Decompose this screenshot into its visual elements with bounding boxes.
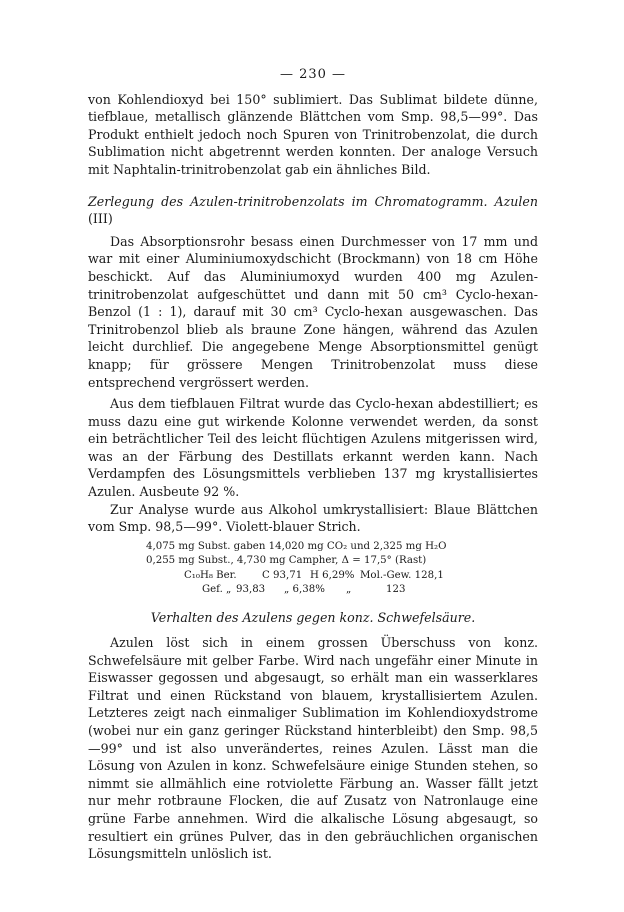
found-carbon: 93,83 bbox=[236, 584, 266, 596]
paragraph-sublimation: von Kohlendioxyd bei 150° sublimiert. Das Sublimat bildete dünne, tiefblaue, metallisch glänzende Blättchen vom Smp. 98,5—99°. Das Produkt enthielt jedoch noch Spuren von Trinitrobenzolat, die durch Sublimation nicht abgetrennt werden konnten. Der analoge Versuch mit Naphtalin-trinitrobenzolat gab ein ähnliches Bild. bbox=[88, 91, 538, 177]
page-number: — 230 — bbox=[279, 67, 347, 82]
paragraph-sulfuric-acid: Azulen löst sich in einem grossen Überschuss von konz. Schwefelsäure mit gelber Farbe. Wird nach ungefähr einer Minute in Eiswasser gegossen und abgesaugt, so erhält man ein wasserklares Filtrat und einen Rückstand von blauem, krystallisiertem Azulen. Letzteres zeigt nach einmaliger Sublimation im Kohlendioxydstrome (wobei nur ein ganz geringer Rückstand hinterbleibt) den Smp. 98,5—99° und ist also unverändertes, reines Azulen. Lässt man die Lösung von Azulen in konz. Schwefelsäure einige Stunden stehen, so nimmt sie allmählich eine rotviolette Färbung an. Wasser fällt jetzt nur mehr rotbraune Flocken, die auf Zusatz von Natronlauge eine grüne Farbe annehmen. Wird die alkalische Lösung abgesaugt, so resultiert ein grünes Pulver, das in den gebräuchlichen organischen Lösungsmitteln unlöslich ist. bbox=[88, 635, 538, 862]
calc-molweight: Mol.-Gew. 128,1 bbox=[360, 569, 444, 581]
analysis-calculated-row bbox=[184, 569, 538, 583]
analysis-block bbox=[88, 540, 538, 598]
section-heading-sulfuric-acid: Verhalten des Azulens gegen konz. Schwefelsäure. bbox=[150, 610, 476, 626]
paragraph-filtrate: Aus dem tiefblauen Filtrat wurde das Cyclo-hexan abdestilliert; es muss dazu eine gut wirkende Kolonne verwendet werden, da sonst ein beträchtlicher Teil des leicht flüchtigen Azulens mitgerissen wird, was an der Färbung des Destillats erkannt werden kann. Nach Verdampfen des Lösungsmittels verblieben 137 mg krystallisiertes Azulen. Ausbeute 92 %. bbox=[88, 396, 538, 500]
analysis-line-rast: 0,255 mg Subst., 4,730 mg Campher, Δ = 17,5° (Rast) bbox=[146, 555, 427, 567]
found-hydrogen: „ 6,38% bbox=[284, 584, 325, 596]
calc-hydrogen: H 6,29% bbox=[310, 569, 355, 581]
found-ditto: „ bbox=[346, 584, 352, 596]
paragraph-absorption: Das Absorptionsrohr besass einen Durchmesser von 17 mm und war mit einer Aluminiumoxydschicht (Brockmann) von 18 cm Höhe beschickt. Auf das Aluminiumoxyd wurden 400 mg Azulen-trinitrobenzolat aufgeschüttet und dann mit 50 cm³ Cyclo-hexan-Benzol (1 : 1), darauf mit 30 cm³ Cyclo-hexan ausgewaschen. Das Trinitrobenzol blieb als braune Zone hängen, während das Azulen leicht durchlief. Die angegebene Menge Absorptionsmittel genügt knapp; für grössere Mengen Trinitrobenzolat muss diese entsprechend vergrössert werden. bbox=[88, 233, 538, 390]
document-page bbox=[88, 66, 538, 863]
found-label: Gef. „ bbox=[202, 584, 232, 596]
paragraph-analysis-intro: Zur Analyse wurde aus Alkohol umkrystallisiert: Blaue Blättchen vom Smp. 98,5—99°. Violett-blauer Strich. bbox=[88, 501, 538, 535]
calc-carbon: C 93,71 bbox=[262, 569, 303, 581]
analysis-line-combustion: 4,075 mg Subst. gaben 14,020 mg CO₂ und 2,325 mg H₂O bbox=[146, 540, 447, 552]
heading-text: Zerlegung des Azulen-trinitrobenzolats im Chromatogramm. Azulen bbox=[88, 193, 538, 209]
analysis-found-row bbox=[202, 583, 538, 597]
section-heading-chromatogram bbox=[88, 193, 538, 228]
heading-compound-number: (III) bbox=[88, 211, 113, 227]
calc-formula: C₁₀H₈ Ber. bbox=[184, 569, 237, 581]
found-molweight: 123 bbox=[386, 584, 406, 596]
